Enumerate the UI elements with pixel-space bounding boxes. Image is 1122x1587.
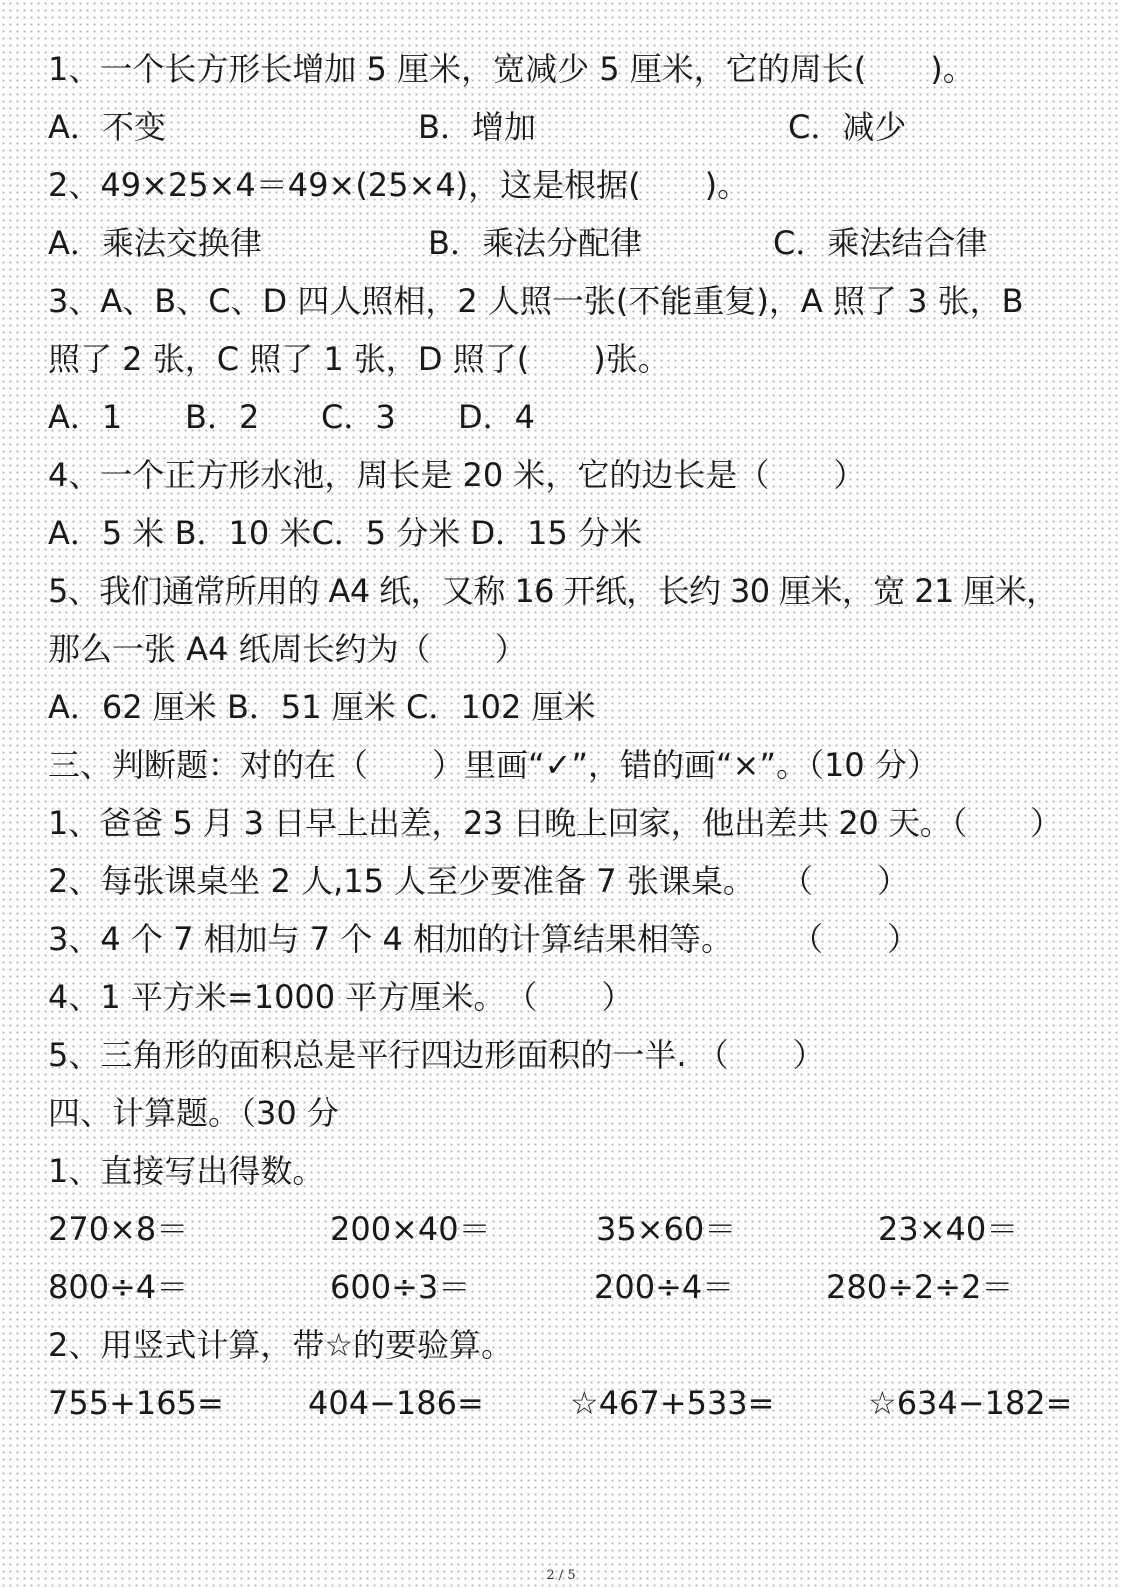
question-1-stem: 1、一个长方形长增加 5 厘米，宽减少 5 厘米，它的周长( )。 — [48, 50, 975, 88]
vertical-calc-item: 404−186= — [308, 1384, 484, 1422]
oral-calc-item: 600÷3＝ — [330, 1268, 471, 1306]
question-5-options: A．62 厘米 B．51 厘米 C．102 厘米 — [48, 688, 596, 726]
question-3-stem-line2: 照了 2 张，C 照了 1 张，D 照了( )张。 — [48, 340, 670, 378]
question-3-stem-line1: 3、A、B、C、D 四人照相，2 人照一张(不能重复)，A 照了 3 张，B — [48, 282, 1024, 320]
worksheet-page — [48, 40, 1098, 1432]
oral-calc-row-2 — [48, 1258, 1098, 1316]
question-4-stem: 4、一个正方形水池，周长是 20 米，它的边长是（ ） — [48, 456, 866, 494]
question-5-stem-line1: 5、我们通常所用的 A4 纸，又称 16 开纸，长约 30 厘米，宽 21 厘米， — [48, 572, 1058, 610]
calc-sub2-title: 2、用竖式计算，带☆的要验算。 — [48, 1326, 514, 1364]
vertical-calc-item: 755+165= — [48, 1384, 224, 1422]
section-4-heading: 四、计算题。（30 分 — [48, 1094, 339, 1132]
judgement-item-2: 2、每张课桌坐 2 人,15 人至少要准备 7 张课桌。 （ ） — [48, 862, 910, 900]
section-3-heading: 三、判断题：对的在（ ）里画“✓”，错的画“×”。（10 分） — [48, 746, 939, 784]
question-2-options — [48, 214, 1098, 272]
option-a: A．不变 — [48, 108, 166, 146]
vertical-calc-item: ☆634−182= — [868, 1384, 1073, 1422]
vertical-calc-item: ☆467+533= — [570, 1384, 775, 1422]
judgement-item-5: 5、三角形的面积总是平行四边形面积的一半. （ ） — [48, 1036, 825, 1074]
judgement-item-4: 4、1 平方米=1000 平方厘米。 （ ） — [48, 978, 634, 1016]
option-c: C．乘法结合律 — [773, 224, 988, 262]
option-c: C．3 — [321, 398, 396, 436]
oral-calc-item: 200×40＝ — [330, 1210, 491, 1248]
option-b: B．增加 — [418, 108, 536, 146]
question-1-options — [48, 98, 1098, 156]
oral-calc-item: 200÷4＝ — [594, 1268, 735, 1306]
vertical-calc-row — [48, 1374, 1098, 1432]
option-a: A．1 — [48, 398, 123, 436]
oral-calc-row-1 — [48, 1200, 1098, 1258]
judgement-item-3: 3、4 个 7 相加与 7 个 4 相加的计算结果相等。 （ ） — [48, 920, 920, 958]
judgement-item-1: 1、爸爸 5 月 3 日早上出差，23 日晚上回家，他出差共 20 天。（ ） — [48, 804, 1062, 842]
calc-sub1-title: 1、直接写出得数。 — [48, 1152, 325, 1190]
option-c: C．减少 — [788, 108, 907, 146]
question-3-options — [48, 388, 1098, 446]
oral-calc-item: 35×60＝ — [596, 1210, 737, 1248]
option-d: D．4 — [458, 398, 536, 436]
question-5-stem-line2: 那么一张 A4 纸周长约为（ ） — [48, 630, 527, 668]
page-number: 2 / 5 — [546, 1568, 576, 1583]
oral-calc-item: 270×8＝ — [48, 1210, 189, 1248]
oral-calc-item: 280÷2÷2＝ — [826, 1268, 1014, 1306]
option-b: B．2 — [185, 398, 260, 436]
oral-calc-item: 800÷4＝ — [48, 1268, 189, 1306]
question-4-options: A．5 米 B．10 米C．5 分米 D．15 分米 — [48, 514, 643, 552]
option-b: B．乘法分配律 — [428, 224, 642, 262]
question-2-stem: 2、49×25×4＝49×(25×4)，这是根据( )。 — [48, 166, 750, 204]
option-a: A．乘法交换律 — [48, 224, 262, 262]
oral-calc-item: 23×40＝ — [878, 1210, 1019, 1248]
